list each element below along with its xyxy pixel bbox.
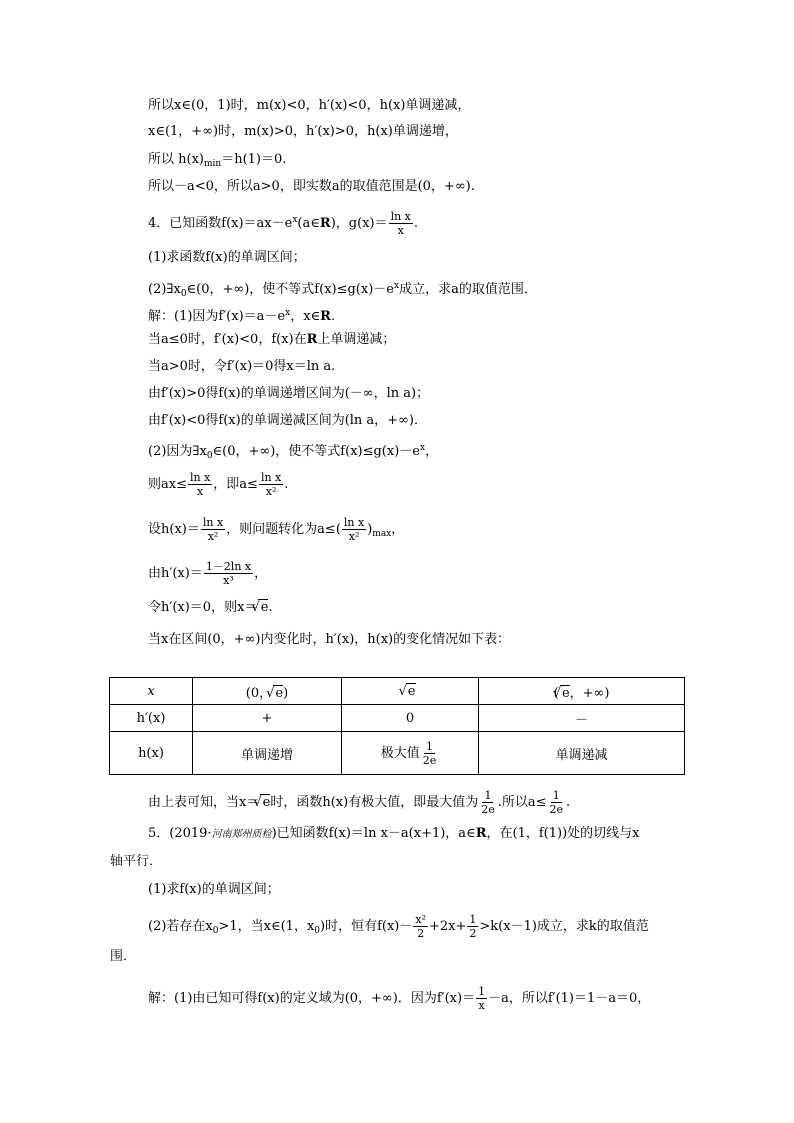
table-cell: h′(x) bbox=[110, 705, 193, 732]
solution-line: 设h(x)＝ $\frac{\text{ln x}}{\text{x²}}$ ，则问题转化为a≤( $\frac{\text{ln x}}{\text{x²}}$ )$_{max}$， bbox=[148, 516, 405, 543]
table-cell: √ e bbox=[342, 678, 479, 705]
table-cell: 极大值 $\frac{1}{2e}$ bbox=[342, 732, 479, 775]
question-4-part-1: (1)求函数f(x)的单调区间； bbox=[148, 250, 306, 265]
question-5-part-2-cont: 围． bbox=[110, 949, 137, 964]
question-5-solution: 解：(1)由已知可得f(x)的定义域为(0，+∞)．因为f′(x)＝ $\frac{1}{x}$ －a，所以f′(1)＝1－a＝0， bbox=[148, 985, 651, 1012]
solution-line: 由h′(x)＝ $\frac{\text{1－2ln x}}{\text{x³}}$ ， bbox=[148, 560, 268, 587]
question-4-statement: 4．已知函数$f(x)=ax-e^x(a\in R)$，g(x)＝ $\frac{\text{ln x}}{x}$ . bbox=[148, 210, 419, 237]
table-cell: (√ e，+∞) bbox=[479, 678, 685, 705]
solution-line: 令h′(x)＝0，则x＝√ e. bbox=[148, 600, 273, 616]
table-row bbox=[110, 705, 685, 732]
solution-line: 则ax≤ $\frac{\text{ln x}}{x}$ ，即a≤ $\frac{\text{ln x}}{\text{x²}}$ . bbox=[148, 471, 289, 498]
table-cell: 单调递减 bbox=[479, 732, 685, 775]
question-5-statement-cont: 轴平行． bbox=[110, 854, 163, 869]
solution-line: 解：(1)因为$f'(x)=a-e^x$，x∈R. bbox=[148, 308, 336, 324]
table-cell: (0，√ e) bbox=[193, 678, 342, 705]
question-4-part-2: $(2)\exists x_0\in(0$，+∞)，使不等式$f(x)\le g(x)-e^x$成立，求a的取值范围． bbox=[148, 281, 537, 299]
table-cell: + bbox=[193, 705, 342, 732]
solution-line: 当a≤0时，f′(x)<0，f(x)在R上单调递减； bbox=[148, 332, 396, 347]
question-5-part-1: (1)求f(x)的单调区间； bbox=[148, 882, 280, 897]
text-line: 所以 $h(x)_{min}=h(1)=0$. bbox=[148, 152, 287, 169]
table-row bbox=[110, 732, 685, 775]
text-line: 所以－a<0，所以a>0，即实数a的取值范围是(0，+∞). bbox=[148, 179, 475, 194]
question-5-part-2: (2)若存在$x_0>1$，当x∈(1，$x_0$)时，恒有f(x)－ $\frac{\text{x²}}{2}$ +2x+ $\frac{1}{2}$ >k(x－1)成立，求k的取值范 bbox=[148, 913, 649, 940]
table-cell: h(x) bbox=[110, 732, 193, 775]
solution-line: 由f′(x)>0得f(x)的单调递增区间为(－∞，ln a)； bbox=[148, 386, 430, 401]
table-row bbox=[110, 678, 685, 705]
table-cell: 单调递增 bbox=[193, 732, 342, 775]
variation-table bbox=[109, 677, 685, 775]
table-cell: 0 bbox=[342, 705, 479, 732]
table-cell: － bbox=[479, 705, 685, 732]
solution-line: 当x在区间(0，+∞)内变化时，h′(x)，h(x)的变化情况如下表： bbox=[148, 632, 511, 647]
question-5-statement: 5．(2019·河南郑州质检)已知函数f(x)＝ln x－a(x+1)，a∈R，在(1，f(1))处的切线与x bbox=[148, 826, 640, 841]
text-line: x∈(1，+∞)时，m(x)>0，h′(x)>0，h(x)单调递增， bbox=[148, 124, 458, 139]
table-cell: x bbox=[110, 678, 193, 705]
conclusion-line: 由上表可知，当x＝√ e时，函数h(x)有极大值，即最大值为 $\frac{1}{2e}$ .所以a≤ $\frac{1}{2e}$ . bbox=[148, 789, 570, 816]
solution-line: (2)因为$\exists x_0\in(0$，+∞)，使不等式$f(x)\le g(x)-e^x$， bbox=[148, 443, 439, 461]
solution-line: 由f′(x)<0得f(x)的单调递减区间为(ln a，+∞)． bbox=[148, 413, 427, 428]
text-line: 所以x∈(0，1)时，m(x)<0，h′(x)<0，h(x)单调递减， bbox=[148, 98, 471, 113]
solution-line: 当a>0时，令f′(x)＝0得x＝ln a. bbox=[148, 359, 336, 374]
